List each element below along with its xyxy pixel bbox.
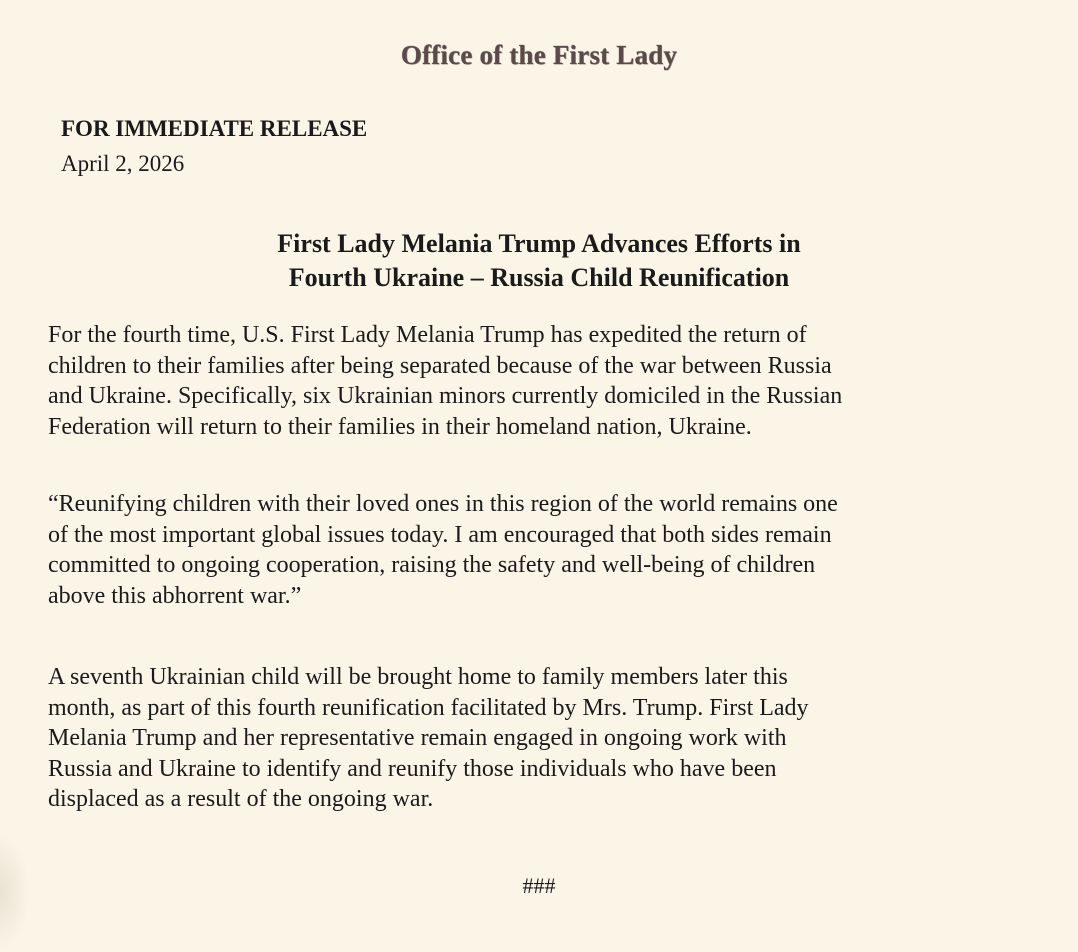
paragraph-line: Russia and Ukraine to identify and reunify those individuals who have been <box>48 755 777 782</box>
end-mark: ### <box>522 873 556 898</box>
paragraph-line: month, as part of this fourth reunification facilitated by Mrs. Trump. First Lady <box>48 694 809 721</box>
paragraph-line: A seventh Ukrainian child will be brought home to family members later this <box>48 664 788 690</box>
body-paragraph <box>48 662 1038 815</box>
paragraph-line: above this abhorrent war.” <box>48 582 302 609</box>
release-date: April 2, 2026 <box>61 151 185 176</box>
paragraph-line: of the most important global issues today. I am encouraged that both sides remain <box>48 521 832 548</box>
paragraph-line: “Reunifying children with their loved ones in this region of the world remains one <box>48 491 838 517</box>
office-title: Office of the First Lady <box>400 40 678 70</box>
paragraph-line: For the fourth time, U.S. First Lady Melania Trump has expedited the return of <box>48 322 807 348</box>
paragraph-line: Federation will return to their families in their homeland nation, Ukraine. <box>48 413 752 440</box>
paragraph-line: displaced as a result of the ongoing war. <box>48 786 434 812</box>
body-paragraph <box>48 320 1038 442</box>
quote-paragraph <box>48 489 1038 611</box>
headline <box>0 227 1078 295</box>
release-label: FOR IMMEDIATE RELEASE <box>61 116 368 141</box>
headline-line: First Lady Melania Trump Advances Efforts in <box>277 229 801 258</box>
paragraph-line: Melania Trump and her representative remain engaged in ongoing work with <box>48 725 787 751</box>
headline-line: Fourth Ukraine – Russia Child Reunification <box>288 263 790 292</box>
paragraph-line: and Ukraine. Specifically, six Ukrainian minors currently domiciled in the Russian <box>48 383 843 409</box>
paragraph-line: committed to ongoing cooperation, raising the safety and well-being of children <box>48 552 816 578</box>
paragraph-line: children to their families after being separated because of the war between Russia <box>48 352 832 379</box>
